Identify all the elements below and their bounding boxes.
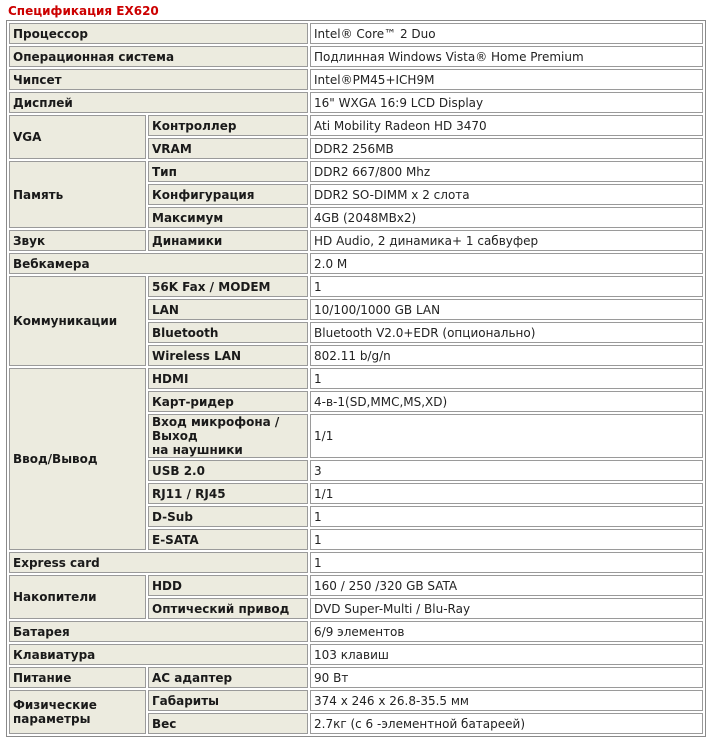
row-label: Вебкамера	[9, 253, 308, 274]
row-label: Express card	[9, 552, 308, 573]
row-label: Клавиатура	[9, 644, 308, 665]
row-value: 2.7кг (с 6 -элементной батареей)	[310, 713, 703, 734]
group-label-line: Физические	[13, 698, 97, 712]
row-value: 1	[310, 368, 703, 389]
sub-label: Тип	[148, 161, 308, 182]
table-row	[9, 161, 703, 182]
table-row	[9, 46, 703, 67]
row-value: 16" WXGA 16:9 LCD Display	[310, 92, 703, 113]
group-label: Питание	[9, 667, 146, 688]
group-label: VGA	[9, 115, 146, 159]
sub-label: Максимум	[148, 207, 308, 228]
sub-label: Конфигурация	[148, 184, 308, 205]
table-row	[9, 92, 703, 113]
group-label: Ввод/Вывод	[9, 368, 146, 550]
row-value: 2.0 М	[310, 253, 703, 274]
row-value: Intel® Core™ 2 Duo	[310, 23, 703, 44]
group-label: Коммуникации	[9, 276, 146, 366]
table-row	[9, 276, 703, 297]
row-value: Bluetooth V2.0+EDR (опционально)	[310, 322, 703, 343]
table-row	[9, 667, 703, 688]
row-label: Дисплей	[9, 92, 308, 113]
table-row	[9, 368, 703, 389]
sub-label: E-SATA	[148, 529, 308, 550]
sub-label: Вес	[148, 713, 308, 734]
sub-label: Контроллер	[148, 115, 308, 136]
group-label: Память	[9, 161, 146, 228]
group-label: Звук	[9, 230, 146, 251]
sub-label: RJ11 / RJ45	[148, 483, 308, 504]
group-label: Накопители	[9, 575, 146, 619]
sub-label: Динамики	[148, 230, 308, 251]
sub-label: LAN	[148, 299, 308, 320]
group-label	[9, 690, 146, 734]
page-title: Спецификация EX620	[8, 4, 159, 18]
sub-label	[148, 414, 308, 458]
row-value: 1/1	[310, 414, 703, 458]
table-row	[9, 575, 703, 596]
row-value: Intel®PM45+ICH9M	[310, 69, 703, 90]
row-value: 1	[310, 552, 703, 573]
row-value: DVD Super-Multi / Blu-Ray	[310, 598, 703, 619]
table-row	[9, 644, 703, 665]
row-value: 1	[310, 276, 703, 297]
row-value: DDR2 667/800 Mhz	[310, 161, 703, 182]
row-value: 374 x 246 x 26.8-35.5 мм	[310, 690, 703, 711]
row-value: Ati Mobility Radeon HD 3470	[310, 115, 703, 136]
row-value: 4GB (2048MBx2)	[310, 207, 703, 228]
table-row	[9, 552, 703, 573]
row-value: 1/1	[310, 483, 703, 504]
row-value: Подлинная Windows Vista® Home Premium	[310, 46, 703, 67]
row-value: 90 Вт	[310, 667, 703, 688]
sub-label-line: на наушники	[152, 443, 243, 457]
table-row	[9, 621, 703, 642]
row-value: 6/9 элементов	[310, 621, 703, 642]
sub-label: 56K Fax / MODEM	[148, 276, 308, 297]
row-value: 103 клавиш	[310, 644, 703, 665]
table-row	[9, 230, 703, 251]
table-row	[9, 23, 703, 44]
row-label: Батарея	[9, 621, 308, 642]
table-row	[9, 690, 703, 711]
row-value: 802.11 b/g/n	[310, 345, 703, 366]
sub-label: D-Sub	[148, 506, 308, 527]
sub-label: Wireless LAN	[148, 345, 308, 366]
sub-label: HDMI	[148, 368, 308, 389]
row-label: Чипсет	[9, 69, 308, 90]
row-value: 1	[310, 529, 703, 550]
sub-label: Карт-ридер	[148, 391, 308, 412]
row-label: Процессор	[9, 23, 308, 44]
table-row	[9, 69, 703, 90]
sub-label: HDD	[148, 575, 308, 596]
table-row	[9, 115, 703, 136]
sub-label: VRAM	[148, 138, 308, 159]
row-value: HD Audio, 2 динамика+ 1 сабвуфер	[310, 230, 703, 251]
sub-label: Оптический привод	[148, 598, 308, 619]
sub-label-line: Вход микрофона / Выход	[152, 415, 280, 443]
row-value: DDR2 256MB	[310, 138, 703, 159]
row-value: 160 / 250 /320 GB SATA	[310, 575, 703, 596]
row-value: 3	[310, 460, 703, 481]
sub-label: Габариты	[148, 690, 308, 711]
row-label: Операционная система	[9, 46, 308, 67]
row-value: DDR2 SO-DIMM x 2 слота	[310, 184, 703, 205]
spec-table	[6, 20, 706, 737]
row-value: 1	[310, 506, 703, 527]
row-value: 10/100/1000 GB LAN	[310, 299, 703, 320]
sub-label: USB 2.0	[148, 460, 308, 481]
sub-label: AC адаптер	[148, 667, 308, 688]
sub-label: Bluetooth	[148, 322, 308, 343]
row-value: 4-в-1(SD,MMC,MS,XD)	[310, 391, 703, 412]
table-row	[9, 253, 703, 274]
group-label-line: параметры	[13, 712, 91, 726]
